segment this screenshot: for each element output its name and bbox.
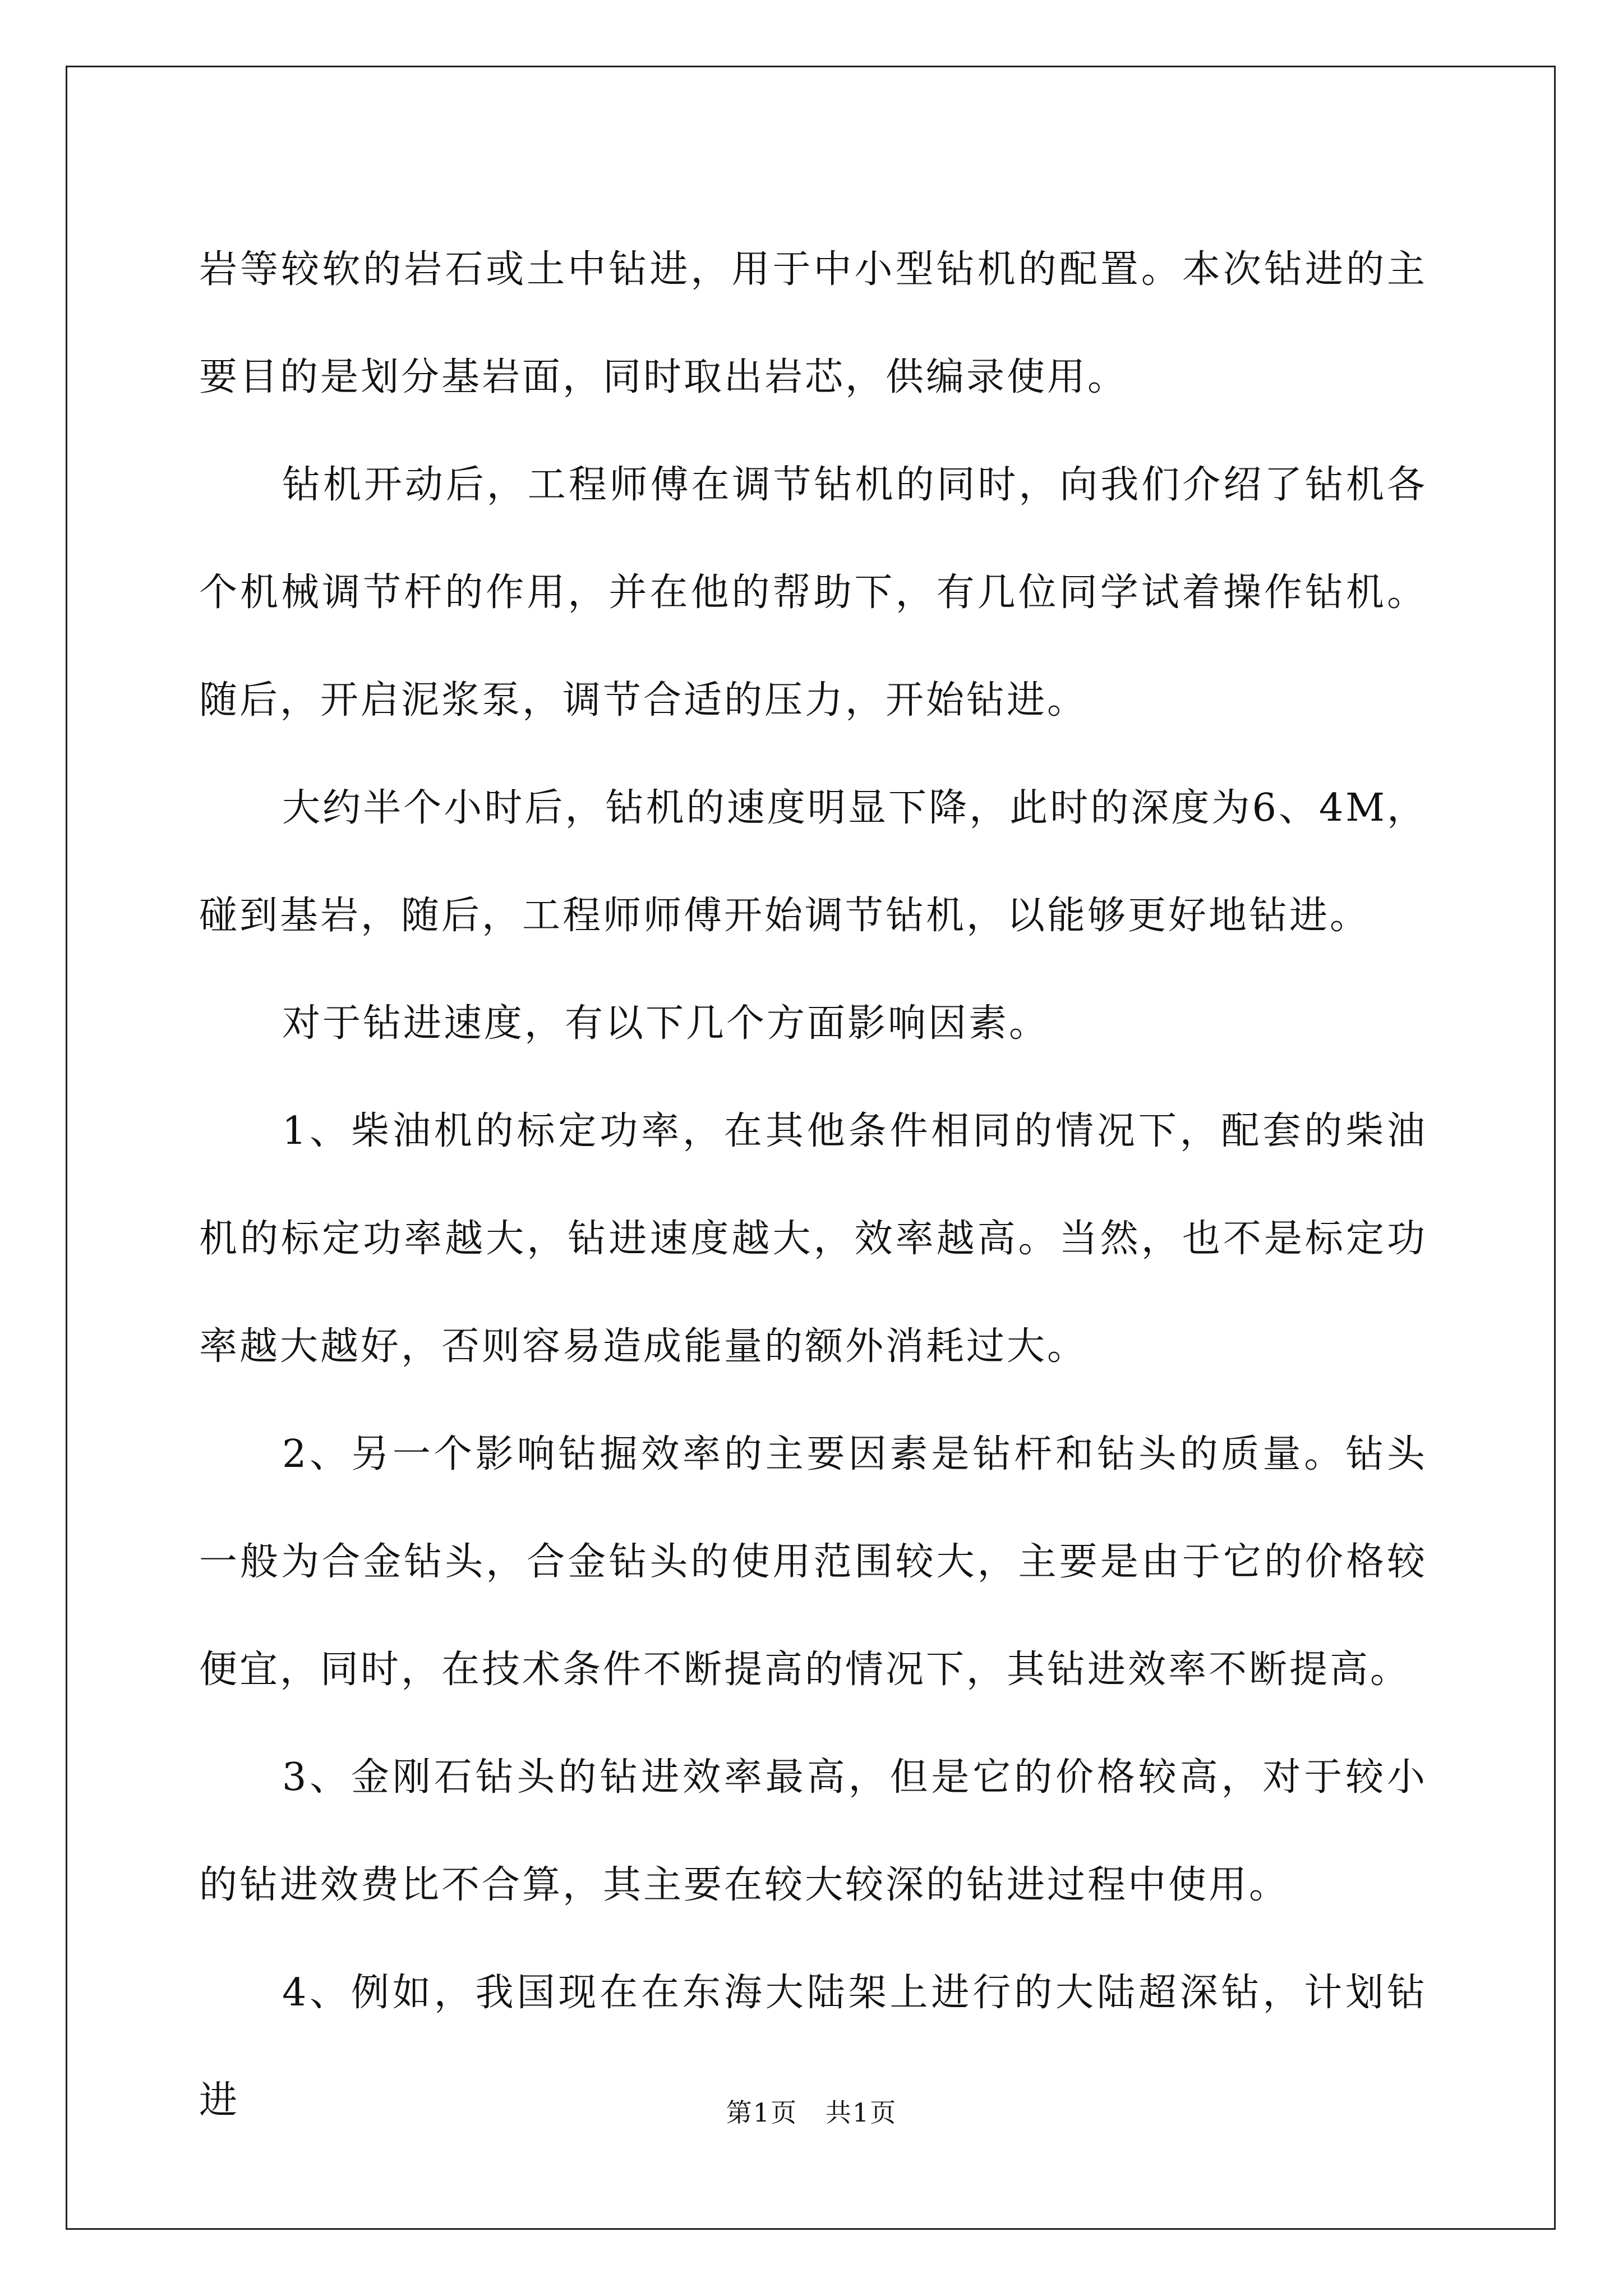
paragraph-5: 1、柴油机的标定功率，在其他条件相同的情况下，配套的柴油机的标定功率越大，钻进速度越大，效率越高。当然，也不是标定功率越大越好，否则容易造成能量的额外消耗过大。 [199, 1109, 1427, 1369]
paragraph-6: 2、另一个影响钻掘效率的主要因素是钻杆和钻头的质量。钻头一般为合金钻头，合金钻头的使用范围较大，主要是由于它的价格较便宜，同时，在技术条件不断提高的情况下，其钻进效率不断提高。 [199, 1432, 1427, 1692]
paragraph-8: 4、例如，我国现在在东海大陆架上进行的大陆超深钻，计划钻进 [199, 1971, 1427, 2123]
paragraph-3: 大约半个小时后，钻机的速度明显下降，此时的深度为6、4M，碰到基岩，随后，工程师师傅开始调节钻机，以能够更好地钻进。 [199, 786, 1427, 938]
paragraph-1: 岩等较软的岩石或土中钻进，用于中小型钻机的配置。本次钻进的主要目的是划分基岩面，同时取出岩芯，供编录使用。 [199, 247, 1427, 399]
paragraph-4: 对于钻进速度，有以下几个方面影响因素。 [282, 1001, 1050, 1046]
document-body [199, 216, 1427, 2155]
paragraph-7: 3、金刚石钻头的钻进效率最高，但是它的价格较高，对于较小的钻进效费比不合算，其主要在较大较深的钻进过程中使用。 [199, 1755, 1427, 1907]
page-number-footer: 第1页 共1页 [726, 2097, 897, 2128]
paragraph-2: 钻机开动后，工程师傅在调节钻机的同时，向我们介绍了钻机各个机械调节杆的作用，并在他的帮助下，有几位同学试着操作钻机。随后，开启泥浆泵，调节合适的压力，开始钻进。 [199, 463, 1427, 723]
